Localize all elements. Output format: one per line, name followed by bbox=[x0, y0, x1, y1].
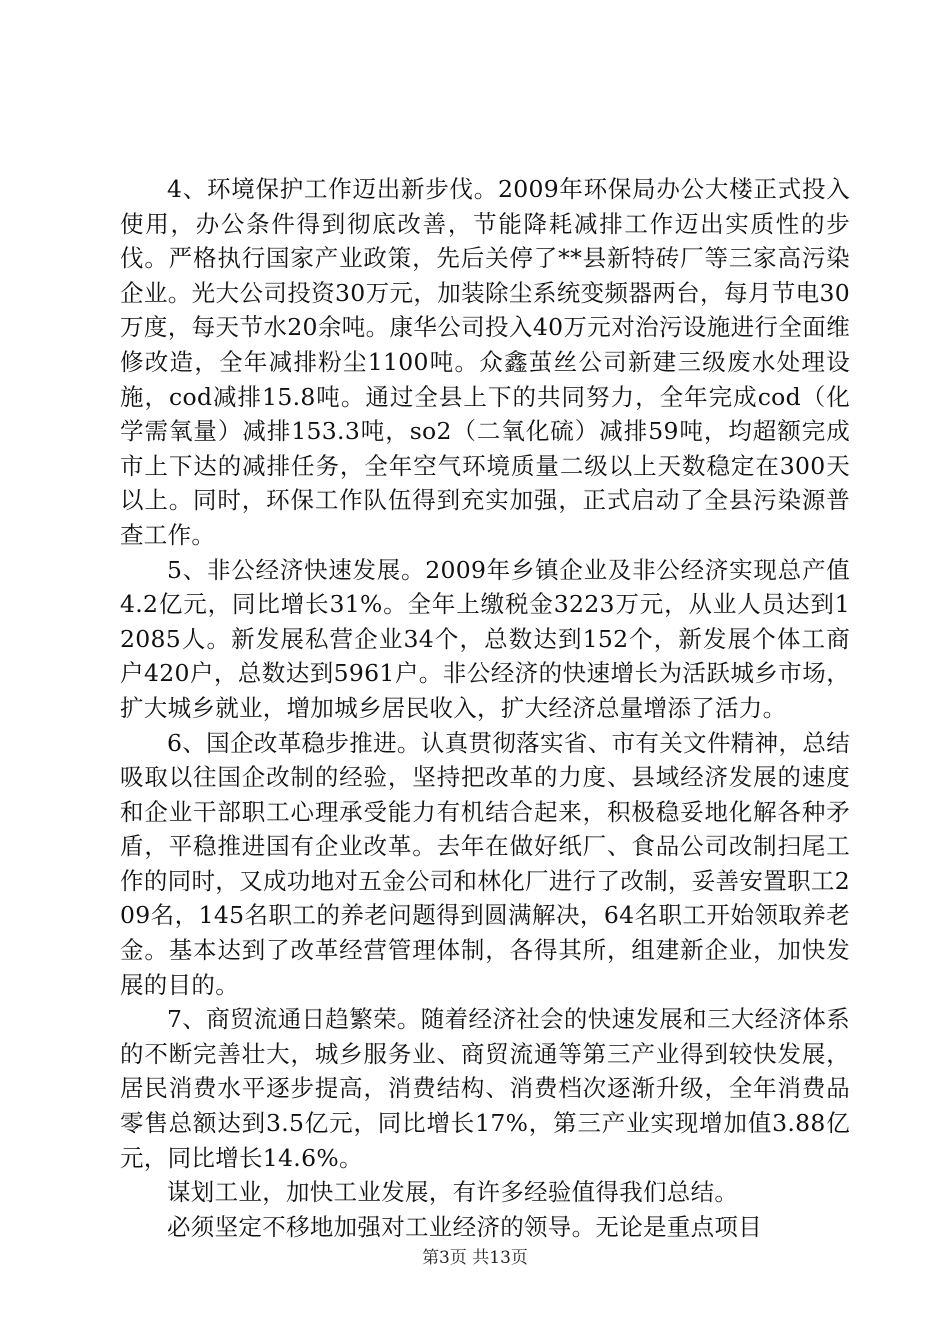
paragraph-commerce: 7、商贸流通日趋繁荣。随着经济社会的快速发展和三大经济体系的不断完善壮大，城乡服务业、商贸流通等第三产业得到较快发展，居民消费水平逐步提高，消费结构、消费档次逐渐升级，全年消费品零售总额达到3.5亿元，同比增长17%，第三产业实现增加值3.88亿元，同比增长14.6%。 bbox=[120, 1005, 850, 1172]
paragraph-private-economy: 5、非公经济快速发展。2009年乡镇企业及非公经济实现总产值4.2亿元，同比增长31%。全年上缴税金3223万元，从业人员达到12085人。新发展私营企业34个，总数达到152个，新发展个体工商户420户，总数达到5961户。非公经济的快速增长为活跃城乡市场，扩大城乡就业，增加城乡居民收入，扩大经济总量增添了活力。 bbox=[120, 555, 850, 722]
paragraph-industry-leadership: 必须坚定不移地加强对工业经济的领导。无论是重点项目 bbox=[167, 1212, 762, 1241]
document-body bbox=[120, 172, 850, 1244]
paragraph-environment: 4、环境保护工作迈出新步伐。2009年环保局办公大楼正式投入使用，办公条件得到彻底改善，节能降耗减排工作迈出实质性的步伐。严格执行国家产业政策，先后关停了**县新特砖厂等三家高污染企业。光大公司投资30万元，加装除尘系统变频器两台，每月节电30万度，每天节水20余吨。康华公司投入40万元对治污设施进行全面维修改造，全年减排粉尘1100吨。众鑫茧丝公司新建三级废水处理设施，cod减排15.8吨。通过全县上下的共同努力，全年完成cod（化学需氧量）减排153.3吨，so2（二氧化硫）减排59吨，均超额完成市上下达的减排任务，全年空气环境质量二级以上天数稳定在300天以上。同时，环保工作队伍得到充实加强，正式启动了全县污染源普查工作。 bbox=[120, 175, 850, 549]
paragraph-industry-summary: 谋划工业，加快工业发展，有许多经验值得我们总结。 bbox=[167, 1178, 739, 1207]
page-footer: 第3页 共13页 bbox=[422, 1248, 528, 1268]
paragraph-soe-reform: 6、国企改革稳步推进。认真贯彻落实省、市有关文件精神，总结吸取以往国企改制的经验，坚持把改革的力度、县域经济发展的速度和企业干部职工心理承受能力有机结合起来，积极稳妥地化解各种矛盾，平稳推进国有企业改革。去年在做好纸厂、食品公司改制扫尾工作的同时，又成功地对五金公司和林化厂进行了改制，妥善安置职工209名，145名职工的养老问题得到圆满解决，64名职工开始领取养老金。基本达到了改革经营管理体制，各得其所，组建新企业，加快发展的目的。 bbox=[120, 728, 850, 999]
